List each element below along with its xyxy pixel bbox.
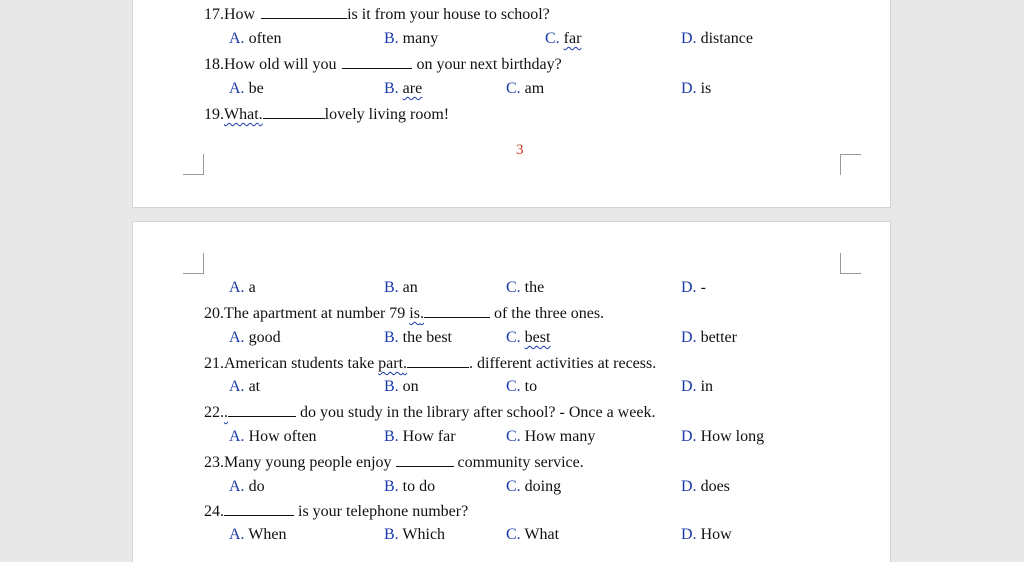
option-19-b[interactable] [384,278,418,298]
option-letter: A. [229,478,245,495]
option-21-d[interactable] [681,377,713,397]
option-23-d[interactable] [681,477,730,497]
option-text: How long [700,428,765,445]
option-letter: B. [384,279,399,296]
question-number: 24. [204,503,224,520]
option-text: do [248,478,265,495]
option-letter: D. [681,428,697,445]
option-letter: D. [681,378,697,395]
question-18 [204,54,562,75]
option-text: on [402,378,419,395]
question-17 [204,4,550,25]
option-letter: D. [681,30,697,47]
option-17-b[interactable] [384,29,438,49]
option-letter: C. [506,279,521,296]
option-letter: B. [384,80,399,97]
option-20-d[interactable] [681,328,737,348]
option-letter: A. [229,378,245,395]
question-19 [204,104,449,125]
option-letter: A. [229,329,245,346]
question-text-post: lovely living room! [324,106,450,123]
option-text: to do [402,478,436,495]
option-text: distance [700,30,753,47]
answer-blank[interactable] [224,501,294,516]
question-24 [204,501,468,522]
question-mark: . [224,404,228,421]
question-text-post: is it from your house to school? [347,6,550,23]
option-20-c[interactable] [506,328,550,348]
option-17-c[interactable] [545,29,581,49]
question-text-pre: What [224,106,259,123]
option-18-c[interactable] [506,79,544,99]
option-letter: A. [229,80,245,97]
option-text: How [700,526,732,543]
question-text-pre: American students take [224,355,375,372]
option-21-b[interactable] [384,377,419,397]
page-number: 3 [516,142,524,158]
option-letter: D. [681,478,697,495]
option-19-a[interactable] [229,278,256,298]
question-number: 20. [204,305,224,322]
option-text: How often [248,428,317,445]
question-21 [204,353,656,374]
option-letter: C. [506,378,521,395]
option-text: to [524,378,538,395]
option-letter: C. [506,329,521,346]
option-text: - [700,279,706,296]
question-number: 19. [204,106,224,123]
crop-mark-top-left [183,154,204,175]
answer-blank[interactable] [261,4,347,19]
answer-blank[interactable] [342,54,412,69]
answer-blank[interactable] [228,402,296,417]
option-letter: B. [384,378,399,395]
crop-mark-top-right [840,154,861,175]
question-text-post: community service. [457,454,584,471]
option-text: a [248,279,256,296]
question-number: 22. [204,404,224,421]
option-letter: D. [681,80,697,97]
option-letter: C. [506,428,521,445]
option-20-b[interactable] [384,328,452,348]
option-text: What [524,526,560,543]
option-letter: B. [384,478,399,495]
option-text: does [700,478,730,495]
option-text: often [248,30,282,47]
question-mark: . [258,106,263,123]
option-text: When [248,526,287,543]
option-letter: B. [384,329,399,346]
option-letter: A. [229,428,245,445]
question-number: 23. [204,454,224,471]
option-text: far [563,30,582,47]
option-22-c[interactable] [506,427,595,447]
question-23 [204,452,584,473]
option-letter: D. [681,526,697,543]
option-text: better [700,329,737,346]
question-mark-word: is [409,305,420,322]
question-mark: . [403,355,408,372]
option-letter: B. [384,526,399,543]
option-text: Which [402,526,446,543]
question-text-pre: The apartment at number 79 [224,305,406,322]
option-text: the best [402,329,452,346]
answer-blank[interactable] [263,104,325,119]
option-19-c[interactable] [506,278,544,298]
option-text: be [248,80,264,97]
option-text: many [402,30,439,47]
option-23-b[interactable] [384,477,435,497]
option-text: the [524,279,545,296]
question-20 [204,303,604,324]
answer-blank[interactable] [396,452,454,467]
question-number: 21. [204,355,224,372]
question-text-pre: Many young people enjoy [224,454,392,471]
option-24-d[interactable] [681,525,732,545]
option-text: How many [524,428,596,445]
option-letter: C. [545,30,560,47]
question-mark: . [419,305,424,322]
question-text-post: on your next birthday? [416,56,562,73]
option-letter: D. [681,329,697,346]
option-23-c[interactable] [506,477,561,497]
question-text-post: do you study in the library after school? - Once a week. [300,404,656,421]
option-20-a[interactable] [229,328,281,348]
option-17-d[interactable] [681,29,753,49]
option-text: doing [524,478,562,495]
crop-mark-bottom-right [840,253,861,274]
option-22-b[interactable] [384,427,456,447]
option-24-b[interactable] [384,525,445,545]
question-number: 18. [204,56,224,73]
option-letter: C. [506,526,521,543]
question-22 [204,402,655,423]
option-letter: B. [384,428,399,445]
option-21-a[interactable] [229,377,260,397]
crop-mark-bottom-left [183,253,204,274]
question-text-post: . different activities at recess. [469,355,657,372]
option-letter: B. [384,30,399,47]
option-22-d[interactable] [681,427,764,447]
option-letter: C. [506,80,521,97]
option-text: good [248,329,281,346]
option-text: best [524,329,551,346]
option-text: am [524,80,545,97]
option-22-a[interactable] [229,427,317,447]
question-mark-word: part [378,355,404,372]
answer-blank[interactable] [424,303,490,318]
option-letter: C. [506,478,521,495]
option-letter: A. [229,30,245,47]
option-letter: A. [229,279,245,296]
question-text-post: is your telephone number? [298,503,469,520]
option-24-a[interactable] [229,525,286,545]
option-text: in [700,378,714,395]
option-19-d[interactable] [681,278,706,298]
answer-blank[interactable] [407,353,469,368]
option-18-d[interactable] [681,79,711,99]
option-text: at [248,378,261,395]
question-text-pre: How old will you [224,56,337,73]
option-17-a[interactable] [229,29,281,49]
option-text: is [700,80,712,97]
question-number: 17. [204,6,224,23]
option-18-a[interactable] [229,79,264,99]
option-18-b[interactable] [384,79,422,99]
option-24-c[interactable] [506,525,559,545]
option-text: are [402,80,423,97]
option-letter: D. [681,279,697,296]
option-letter: A. [229,526,245,543]
option-23-a[interactable] [229,477,265,497]
question-text-pre: How [224,6,256,23]
option-text: How far [402,428,456,445]
option-21-c[interactable] [506,377,537,397]
option-text: an [402,279,418,296]
question-text-post: of the three ones. [493,305,605,322]
